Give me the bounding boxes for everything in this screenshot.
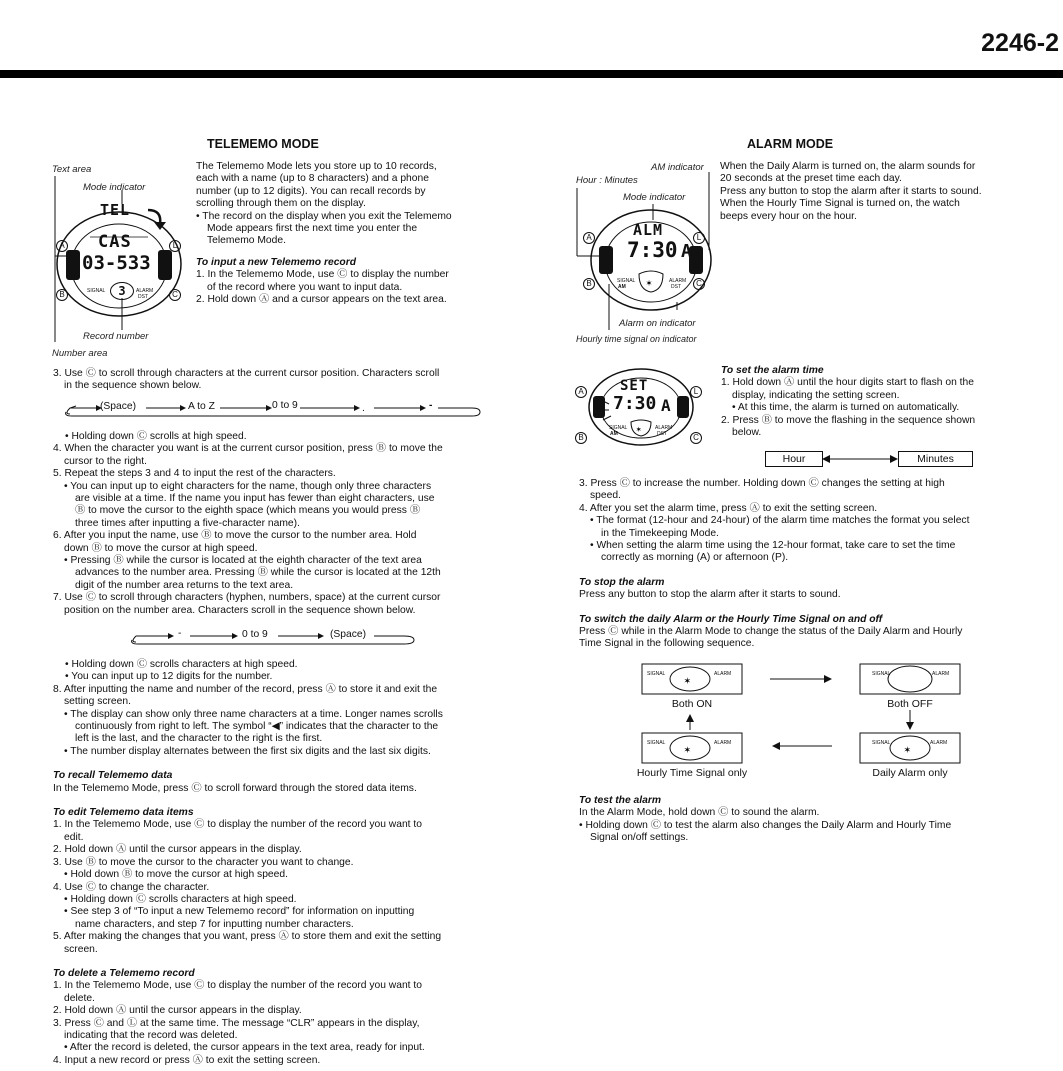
test-text: In the Alarm Mode, hold down Ⓒ to sound the alarm. [579,807,820,819]
alarm-step: • When setting the alarm time using the 12-hour format, take care to set the time [590,540,956,552]
stop-title: To stop the alarm [579,576,665,588]
off-alarm-mark: ALARM [932,671,950,677]
record-number-label: Record number [83,331,149,342]
step-line: advances to the number area. Pressing Ⓑ while the cursor is located at the 12th [75,567,441,579]
char-sequence-1 [62,398,482,420]
char-sequence-2 [128,626,418,648]
step-line: • Holding down Ⓒ scrolls at high speed. [65,431,247,442]
intro-line: Telememo Mode. [207,235,286,247]
button-a: A [583,232,595,244]
edit-title: To edit Telememo data items [53,807,194,819]
telememo-title: TELEMEMO MODE [207,137,319,151]
alarm-step: in the Timekeeping Mode. [601,527,719,539]
edit-step: 1. In the Telememo Mode, use Ⓒ to display the number of the record you want to [53,819,422,831]
alarm-intro-line: 20 seconds at the preset time each day. [720,173,902,185]
intro-line: Mode appears first the next time you enter the [207,223,418,235]
telememo-intro [196,161,496,306]
lcd-number-area: 03-533 [82,252,151,274]
edit-step: screen. [64,943,98,955]
on-alarm-mark: ALARM [714,671,732,677]
svg-text:✶: ✶ [684,743,691,756]
seq2-space: (Space) [330,629,367,640]
alarm-mark: ALARM [136,288,154,294]
telememo-steps-c [53,659,503,1067]
telememo-watch-figure [50,162,195,362]
button-l: L [690,386,702,398]
delete-step: 1. In the Telememo Mode, use Ⓒ to display the number of the record you want to [53,980,422,992]
step-line: digit of the number area returns to the text area. [75,579,294,591]
state-both-off: Both OFF [887,698,933,710]
set-step: 1. Hold down Ⓐ until the hour digits start to flash on the [721,377,974,389]
lcd-alarm-ampm: A [681,241,692,262]
test-text: • Holding down Ⓒ to test the alarm also changes the Daily Alarm and Hourly Time [579,819,952,831]
delete-step: 2. Hold down Ⓐ until the cursor appears in the display. [53,1005,302,1017]
alarm-title: ALARM MODE [747,137,834,151]
alarm-watch-figure [573,160,718,350]
lcd-mode-tel: TEL [100,201,131,219]
test-title: To test the alarm [579,795,662,806]
input-step: of the record where you want to input data. [207,281,403,293]
lcd-record-number: 3 [110,282,134,300]
step-line: 7. Use Ⓒ to scroll through characters (hyphen, numbers, space) at the current cursor [53,592,441,604]
svg-text:✶: ✶ [904,743,911,756]
alarm-on-indicator-label: Alarm on indicator [619,318,696,329]
test-text: Signal on/off settings. [590,832,689,844]
svg-text:✶: ✶ [636,425,642,435]
alarm-intro-line: Press any button to stop the alarm after it starts to sound. [720,185,982,197]
step-line: • You can input up to 12 digits for the number. [65,671,273,683]
set-step: display, indicating the setting screen. [732,389,900,401]
seq1-hyphen: - [429,400,433,411]
step-line: 5. Repeat the steps 3 and 4 to input the rest of the characters. [53,468,336,480]
step-line: down Ⓑ to move the cursor at high speed. [64,542,258,554]
edit-step: • See step 3 of “To input a new Telememo record” for information on inputting [64,906,415,918]
step-line: cursor to the right. [64,455,147,467]
step-line: 6. After you input the name, use Ⓑ to move the cursor to the number area. Hold [53,530,417,542]
seq1-space: (Space) [100,401,137,412]
step-line: in the sequence shown below. [64,380,202,392]
alarm-mark: ALARM [669,278,687,284]
input-step: 1. In the Telememo Mode, use Ⓒ to display the number [196,269,449,281]
button-c: C [693,278,705,290]
step-line: • The display can show only three name characters at a time. Longer names scrolls [64,708,443,720]
edit-step: edit. [64,831,84,843]
alarm-intro-line: beeps every hour on the hour. [720,210,857,222]
hourly-signal-mark: SIGNAL [647,740,666,746]
edit-step: 5. After making the changes that you want, press Ⓐ to store them and exit the setting [53,931,442,943]
delete-step: indicating that the record was deleted. [64,1029,238,1041]
signal-mark: SIGNAL [617,278,636,284]
signal-mark: SIGNAL [87,288,106,294]
telememo-steps-b [53,431,503,617]
switch-text: Press Ⓒ while in the Alarm Mode to change the status of the Daily Alarm and Hourly [579,626,963,638]
seq1-atoz: A to Z [188,401,215,412]
alarm-state-diagram [620,660,980,785]
button-a: A [56,240,68,252]
alarm-steps [579,478,1029,651]
state-daily-only: Daily Alarm only [872,767,948,779]
text-area-label: Text area [52,164,92,175]
step-line: three times after inputting a five-character name). [75,517,300,529]
number-area-label: Number area [52,348,108,359]
delete-title: To delete a Telememo record [53,967,195,979]
delete-step: 3. Press Ⓒ and Ⓛ at the same time. The message “CLR” appears in the display, [53,1017,420,1029]
step-line: are visible at a time. If the name you input has fewer than eight characters, use [75,493,435,505]
on-signal-mark: SIGNAL [647,671,666,677]
step-line: 8. After inputting the name and number of the record, press Ⓐ to store it and exit the [53,683,438,695]
seq2-0to9: 0 to 9 [242,629,268,640]
seq1-dot: . [362,403,365,414]
step-line: • The number display alternates between the first six digits and the last six digits. [64,745,431,757]
hourly-signal-label: Hourly time signal on indicator [576,334,697,344]
test-alarm-section [579,795,1029,845]
alarm-step: • The format (12-hour and 24-hour) of the alarm time matches the format you select [590,515,970,527]
delete-step: delete. [64,992,95,1004]
step-line: setting screen. [64,696,131,708]
dst-mark: DST [657,431,667,437]
set-step: below. [732,427,762,439]
step-line: continuously from right to left. The symbol “◀” indicates that the character to the [75,721,439,733]
recall-text: In the Telememo Mode, press Ⓒ to scroll forward through the stored data items. [53,782,417,794]
step-line: Ⓑ to move the cursor to the eighth space (which means you would press Ⓑ [75,505,421,517]
state-both-on: Both ON [671,698,713,710]
intro-line: • The record on the display when you exit the Telememo [196,210,452,222]
step-line: 3. Use Ⓒ to scroll through characters at the current cursor position. Characters scroll [53,368,440,379]
alarm-step: 3. Press Ⓒ to increase the number. Holding down Ⓒ changes the setting at high [579,478,945,489]
hourly-alarm-mark: ALARM [714,740,732,746]
edit-step: name characters, and step 7 for inputting number characters. [75,918,354,930]
lcd-alarm-time: 7:30 [627,238,678,262]
state-hourly-only: Hourly Time Signal only [636,767,748,779]
mode-indicator-label: Mode indicator [83,182,146,193]
am-mark: AM [618,284,626,290]
button-b: B [56,289,68,301]
set-title: To set the alarm time [721,365,824,376]
header-rule [0,70,1063,78]
hour-minutes-label: Hour : Minutes [576,175,638,186]
seq2-hyphen: - [178,628,182,639]
switch-text: Time Signal in the following sequence. [579,638,755,650]
button-b: B [575,432,587,444]
stop-text: Press any button to stop the alarm after it starts to sound. [579,589,841,601]
step-line: left is the last, and the character to the right is the first. [75,733,323,745]
set-step: 2. Press Ⓑ to move the flashing in the sequence shown [721,414,976,426]
delete-step: 4. Input a new record or press Ⓐ to exit the setting screen. [53,1054,321,1066]
minutes-box: Minutes [898,451,973,467]
input-step: 2. Hold down Ⓐ and a cursor appears on the text area. [196,294,447,306]
edit-step: • Holding down Ⓒ scrolls characters at high speed. [64,893,297,905]
button-a: A [575,386,587,398]
page-number: 2246-2 [981,29,1059,57]
lcd-text-area: CAS [98,232,132,252]
alarm-intro [720,161,1020,223]
set-alarm-section [721,365,1021,439]
daily-alarm-mark: ALARM [930,740,948,746]
button-c: C [690,432,702,444]
intro-line: number (up to 12 digits). You can recall records by [196,185,426,197]
intro-line: scrolling through them on the display. [196,198,366,210]
intro-line: The Telememo Mode lets you store up to 10 records, [196,161,437,172]
alarm-mark: ALARM [655,425,673,431]
step-line: • Holding down Ⓒ scrolls characters at high speed. [65,659,298,670]
double-arrow [822,452,898,466]
recall-title: To recall Telememo data [53,770,173,782]
dst-mark: DST [671,284,681,290]
alarm-step: 4. After you set the alarm time, press Ⓐ to exit the setting screen. [579,502,878,514]
alarm-step: correctly as morning (A) or afternoon (P). [601,552,789,564]
lcd-mode-alm: ALM [633,221,664,239]
edit-step: 2. Hold down Ⓐ until the cursor appears in the display. [53,844,302,856]
alarm-intro-line: When the Daily Alarm is turned on, the alarm sounds for [720,161,976,172]
am-indicator-label: AM indicator [651,162,704,173]
button-b: B [583,278,595,290]
step-line: • Pressing Ⓑ while the cursor is located at the eighth character of the text area [64,555,422,567]
edit-step: • Hold down Ⓑ to move the cursor at high speed. [64,869,288,881]
edit-step: 4. Use Ⓒ to change the character. [53,881,210,893]
step-line: position on the number area. Characters scroll in the sequence shown below. [64,604,416,616]
intro-line: each with a name (up to 8 characters) and a phone [196,173,429,185]
seq1-0to9: 0 to 9 [272,400,298,411]
svg-text:✶: ✶ [684,674,691,687]
alarm-mode-indicator-label: Mode indicator [623,192,686,203]
button-l: L [693,232,705,244]
edit-step: 3. Use Ⓑ to move the cursor to the character you want to change. [53,856,354,868]
svg-text:✶: ✶ [646,278,653,289]
alarm-step: speed. [590,490,621,502]
am-mark: AM [610,431,618,437]
input-title: To input a new Telememo record [196,256,357,268]
hour-minutes-arrow [822,452,898,466]
daily-signal-mark: SIGNAL [872,740,891,746]
sequence-2-arrows [128,626,418,648]
hour-box: Hour [765,451,823,467]
dst-mark: DST [138,294,148,300]
step-line: 4. When the character you want is at the current cursor position, press Ⓑ to move the [53,443,443,455]
button-c: C [169,289,181,301]
delete-step: • After the record is deleted, the cursor appears in the text area, ready for input. [64,1042,425,1054]
button-l: L [169,240,181,252]
lcd-set-time: 7:30 [613,393,657,414]
set-step: • At this time, the alarm is turned on automatically. [732,402,960,414]
set-watch-figure [573,366,708,448]
alarm-intro-line: When the Hourly Time Signal is turned on, the watch [720,198,960,210]
lcd-mode-set: SET [620,378,649,394]
signal-mark: SIGNAL [609,425,628,431]
step-line: • You can input up to eight characters for the name, though only three characters [64,480,432,492]
switch-title: To switch the daily Alarm or the Hourly Time Signal on and off [579,613,883,625]
telememo-steps-a [53,368,503,393]
off-signal-mark: SIGNAL [872,671,891,677]
lcd-set-ampm: A [661,396,671,415]
